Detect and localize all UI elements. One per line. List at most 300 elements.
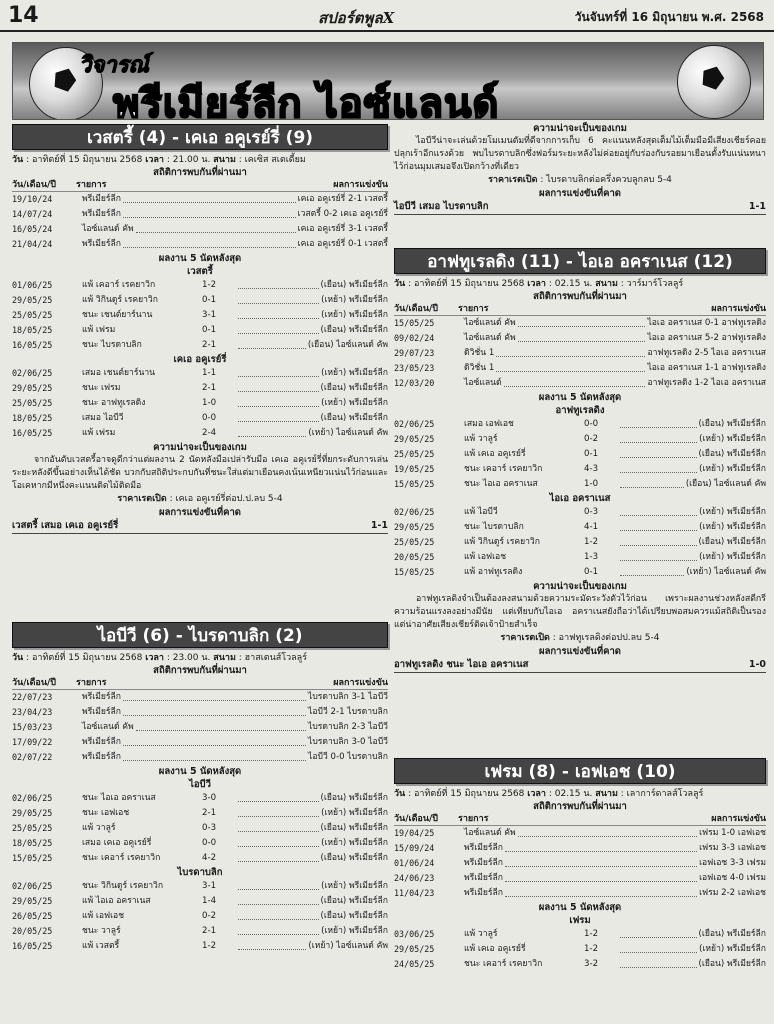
row-leader — [505, 886, 697, 897]
form-score: 4-2 — [202, 853, 217, 863]
row-result: เคเอ อคูเรย์รี่ 0-1 เวสตรี้ — [297, 239, 388, 249]
prediction-heading: ผลการแข่งขันที่คาด — [539, 188, 621, 199]
form-row — [394, 432, 766, 447]
prediction-text: เวสตรี้ เสมอ เคเอ อคูเรย์รี่ — [12, 520, 119, 531]
row-comp: พรีเมียร์ลีก — [464, 873, 504, 883]
row-comp: พรีเมียร์ลีก — [464, 843, 504, 853]
form-date: 19/05/25 — [394, 464, 435, 474]
col-date-label: วัน/เดือน/ปี — [12, 180, 56, 190]
form-opponent: แพ้ เคเอ อคูเรย์รี่ — [464, 944, 526, 954]
h2h-row — [12, 750, 388, 765]
form-date: 16/05/25 — [12, 428, 53, 438]
team-name: เคเอ อคูเรย์รี่ — [173, 354, 227, 365]
form-venue: (เยือน) พรีเมียร์ลีก — [698, 537, 766, 547]
day-label: วัน — [394, 789, 406, 799]
h2h-row — [394, 856, 766, 871]
day-label: วัน — [12, 653, 24, 663]
banner-kicker: วิจารณ์ — [79, 52, 149, 78]
col-date-label: วัน/เดือน/ปี — [394, 304, 438, 314]
odds-label: ราคาเรตเปิด — [488, 175, 538, 185]
form-venue: (เหย้า) พรีเมียร์ลีก — [321, 926, 388, 936]
col-date-label: วัน/เดือน/ปี — [394, 814, 438, 824]
venue-value: : ฮาสเตนส์โวลลูร์ — [238, 653, 308, 663]
form-date: 29/05/25 — [394, 944, 435, 954]
form-opponent: แพ้ ไอเอ อคราเนส — [82, 896, 151, 906]
match-header: เวสตรี้ (4) - เคเอ อคูเรย์รี่ (9) — [12, 124, 388, 150]
form-row — [394, 535, 766, 550]
form-score: 1-2 — [584, 944, 599, 954]
form-row — [12, 366, 388, 381]
row-comp: ดิวิชั่น 1 — [464, 363, 495, 373]
form-date: 25/05/25 — [12, 310, 53, 320]
form-row — [12, 879, 388, 894]
h2h-row — [394, 346, 766, 361]
form-venue: (เหย้า) ไอซ์แลนด์ คัพ — [308, 428, 388, 438]
form-leader — [620, 550, 697, 561]
form-venue: (เยือน) พรีเมียร์ลีก — [698, 419, 766, 429]
row-result: เอฟเอช 3-3 เฟรม — [699, 858, 766, 868]
form-date: 25/05/25 — [394, 537, 435, 547]
col-left — [12, 179, 106, 191]
col-result-label: ผลการแข่งขัน — [333, 180, 388, 190]
time-label: เวลา — [145, 653, 164, 663]
form-venue: (เหย้า) พรีเมียร์ลีก — [321, 295, 388, 305]
form-row — [12, 924, 388, 939]
row-result: ไบรดาบลิก 2-3 ไอบีวี — [308, 722, 388, 732]
row-comp: พรีเมียร์ลีก — [82, 194, 122, 204]
h2h-row — [12, 207, 388, 222]
form-leader — [238, 411, 319, 422]
row-date: 23/04/23 — [12, 707, 53, 717]
form-date: 25/05/25 — [12, 823, 53, 833]
form-row — [394, 477, 766, 492]
match-section — [394, 758, 766, 972]
form-venue: (เหย้า) พรีเมียร์ลีก — [321, 838, 388, 848]
row-date: 22/07/23 — [12, 692, 53, 702]
form-date: 29/05/25 — [394, 522, 435, 532]
form-row — [12, 308, 388, 323]
row-date: 14/07/24 — [12, 209, 53, 219]
row-date: 19/04/25 — [394, 828, 435, 838]
odds-line — [394, 632, 766, 645]
row-date: 15/05/25 — [394, 318, 435, 328]
form-opponent: ชนะ ไบรดาบลิก — [82, 340, 142, 350]
form-row — [12, 894, 388, 909]
form-score: 1-2 — [584, 929, 599, 939]
form-leader — [620, 942, 697, 953]
prediction-text: อาฟทูเรลดิง ชนะ ไอเอ อคราเนส — [394, 659, 529, 670]
row-comp: พรีเมียร์ลีก — [82, 209, 122, 219]
prediction-heading: ผลการแข่งขันที่คาด — [539, 646, 621, 657]
h2h-row — [12, 237, 388, 252]
form-date: 20/05/25 — [394, 552, 435, 562]
time-value: : 21.00 น. — [166, 155, 211, 165]
form-score: 1-4 — [202, 896, 217, 906]
chance-heading: ความน่าจะเป็นของเกม — [533, 581, 627, 592]
form-score: 2-4 — [202, 428, 217, 438]
form-row — [12, 939, 388, 954]
odds-line — [12, 493, 388, 506]
h2h-row — [12, 705, 388, 720]
form-date: 15/05/25 — [394, 567, 435, 577]
form-opponent: ชนะ เชนต์ยาร์นาน — [82, 310, 153, 320]
form-opponent: ชนะ เอฟเอช — [82, 808, 130, 818]
form-opponent: ชนะ วิกินดูร์ เรคยาวิก — [82, 881, 164, 891]
form-row — [394, 550, 766, 565]
form-row — [12, 278, 388, 293]
form-venue: (เหย้า) พรีเมียร์ลีก — [321, 881, 388, 891]
h2h-heading: สถิติการพบกันที่ผ่านมา — [533, 801, 627, 812]
form-venue: (เหย้า) พรีเมียร์ลีก — [321, 398, 388, 408]
row-comp: พรีเมียร์ลีก — [82, 239, 122, 249]
left-column — [12, 122, 388, 1024]
day-label: วัน — [394, 279, 406, 289]
time-value: : 23.00 น. — [166, 653, 211, 663]
row-leader — [518, 316, 646, 327]
col-comp-label: รายการ — [457, 304, 489, 314]
form-row — [394, 447, 766, 462]
form-score: 1-3 — [584, 552, 599, 562]
match-section-continued — [394, 122, 766, 215]
form-date: 18/05/25 — [12, 838, 53, 848]
row-date: 02/07/22 — [12, 752, 53, 762]
match-info — [394, 278, 766, 290]
form-venue: (เหย้า) พรีเมียร์ลีก — [699, 944, 766, 954]
form-venue: (เยือน) พรีเมียร์ลีก — [320, 383, 388, 393]
form-score: 4-1 — [584, 522, 599, 532]
row-result: ไอเอ อคราเนส 5-2 อาฟทูเรลดิง — [647, 333, 766, 343]
row-result: เคเอ อคูเรย์รี่ 3-1 เวสตรี้ — [297, 224, 388, 234]
date: : อาทิตย์ที่ 15 มิถุนายน 2568 — [408, 789, 525, 799]
col-date-label: วัน/เดือน/ปี — [12, 678, 56, 688]
row-result: ไอเอ อคราเนส 1-1 อาฟทูเรลดิง — [647, 363, 766, 373]
form-score: 3-0 — [202, 793, 217, 803]
h2h-row — [12, 735, 388, 750]
venue-label: สนาม — [595, 789, 618, 799]
row-leader — [504, 376, 646, 387]
form-score: 3-2 — [584, 959, 599, 969]
form-row — [12, 293, 388, 308]
odds-label: ราคาเรตเปิด — [117, 494, 167, 504]
col-result-label: ผลการแข่งขัน — [711, 814, 766, 824]
row-comp: พรีเมียร์ลีก — [82, 737, 122, 747]
date: : อาทิตย์ที่ 15 มิถุนายน 2568 — [408, 279, 525, 289]
form-opponent: ชนะ ไบรดาบลิก — [464, 522, 524, 532]
form-date: 18/05/25 — [12, 325, 53, 335]
form-venue: (เยือน) พรีเมียร์ลีก — [320, 793, 388, 803]
form-leader — [238, 851, 319, 862]
brand-logo: สปอร์ตพูลX — [318, 9, 395, 27]
form-venue: (เยือน) พรีเมียร์ลีก — [320, 853, 388, 863]
form-venue: (เยือน) พรีเมียร์ลีก — [698, 449, 766, 459]
match-section — [12, 622, 388, 954]
time-label: เวลา — [527, 279, 546, 289]
form-date: 29/05/25 — [12, 383, 53, 393]
form-row — [394, 505, 766, 520]
form-opponent: เสมอ เชนต์ยาร์นาน — [82, 368, 156, 378]
row-leader — [123, 705, 306, 716]
row-comp: ดิวิชั่น 1 — [464, 348, 495, 358]
form-row — [12, 806, 388, 821]
form-row — [12, 323, 388, 338]
h2h-row — [12, 222, 388, 237]
row-date: 19/10/24 — [12, 194, 53, 204]
form-leader — [238, 278, 319, 289]
row-comp: พรีเมียร์ลีก — [82, 752, 122, 762]
form-opponent: แพ้ วิกินดูร์ เรคยาวิก — [82, 295, 158, 305]
form-venue: (เยือน) พรีเมียร์ลีก — [320, 896, 388, 906]
prediction-heading: ผลการแข่งขันที่คาด — [159, 507, 241, 518]
form-score: 0-1 — [202, 295, 217, 305]
row-date: 17/09/22 — [12, 737, 53, 747]
row-date: 11/04/23 — [394, 888, 435, 898]
form-leader — [238, 821, 319, 832]
form-venue: (เยือน) พรีเมียร์ลีก — [320, 413, 388, 423]
form-date: 25/05/25 — [394, 449, 435, 459]
form-score: 3-1 — [202, 310, 217, 320]
time-value: : 02.15 น. — [548, 279, 593, 289]
form-venue: (เยือน) พรีเมียร์ลีก — [698, 959, 766, 969]
form-leader — [238, 293, 319, 304]
h2h-heading: สถิติการพบกันที่ผ่านมา — [153, 665, 247, 676]
form-row — [394, 417, 766, 432]
form-venue: (เหย้า) ไอซ์แลนด์ คัพ — [308, 941, 388, 951]
form-score: 4-3 — [584, 464, 599, 474]
form-opponent: แพ้ เคเอ อคูเรย์รี่ — [464, 449, 526, 459]
form-date: 16/05/25 — [12, 340, 53, 350]
form-venue: (เหย้า) พรีเมียร์ลีก — [321, 368, 388, 378]
row-result: ไอบีวี 2-1 ไบรดาบลิก — [308, 707, 388, 717]
h2h-row — [12, 720, 388, 735]
row-leader — [505, 871, 697, 882]
form-score: 2-1 — [202, 340, 217, 350]
form-venue: (เหย้า) พรีเมียร์ลีก — [321, 808, 388, 818]
issue-date: วันจันทร์ที่ 16 มิถุนายน พ.ศ. 2568 — [574, 10, 764, 24]
form-leader — [238, 323, 319, 334]
row-result: เฟรม 2-2 เอฟเอช — [699, 888, 766, 898]
h2h-row — [394, 826, 766, 841]
row-date: 24/06/23 — [394, 873, 435, 883]
form-leader — [238, 396, 319, 407]
form-leader — [620, 927, 697, 938]
h2h-table-header — [12, 179, 388, 192]
form-row — [12, 909, 388, 924]
prediction-line — [394, 200, 766, 215]
h2h-row — [394, 331, 766, 346]
h2h-table-header — [394, 303, 766, 316]
team-name: เฟรม — [569, 915, 591, 926]
venue-label: สนาม — [213, 653, 236, 663]
col-left — [12, 677, 106, 689]
form-opponent: แพ้ เอฟเอช — [82, 911, 125, 921]
form-venue: (เยือน) ไอซ์แลนด์ คัพ — [685, 479, 766, 489]
h2h-row — [394, 376, 766, 391]
row-comp: ไอซ์แลนด์ คัพ — [464, 318, 516, 328]
form-leader — [620, 477, 684, 488]
team-name: ไบรดาบลิก — [177, 867, 223, 878]
form-date: 29/05/25 — [12, 896, 53, 906]
row-leader — [136, 222, 296, 233]
form-leader — [620, 462, 697, 473]
form-leader — [620, 565, 684, 576]
row-date: 01/06/24 — [394, 858, 435, 868]
row-result: อาฟทูเรลดิง 2-5 ไอเอ อคราเนส — [647, 348, 766, 358]
form-score: 2-1 — [202, 926, 217, 936]
form-score: 0-0 — [202, 413, 217, 423]
form-opponent: แพ้ วิกินดูร์ เรคยาวิก — [464, 537, 540, 547]
form-leader — [238, 939, 306, 950]
form-date: 29/05/25 — [12, 808, 53, 818]
form-row — [394, 565, 766, 580]
row-leader — [123, 237, 296, 248]
prediction-score: 1-0 — [748, 659, 766, 670]
right-column — [394, 122, 766, 1024]
row-leader — [496, 361, 645, 372]
form-venue: (เหย้า) พรีเมียร์ลีก — [699, 522, 766, 532]
row-result: ไอเอ อคราเนส 0-1 อาฟทูเรลดิง — [647, 318, 766, 328]
form-venue: (เหย้า) พรีเมียร์ลีก — [321, 310, 388, 320]
prediction-text: ไอบีวี เสมอ ไบรดาบลิก — [394, 201, 489, 212]
form-score: 0-2 — [584, 434, 599, 444]
form-row — [12, 791, 388, 806]
form-date: 29/05/25 — [394, 434, 435, 444]
form-leader — [238, 879, 319, 890]
h2h-row — [394, 316, 766, 331]
form-opponent: แพ้ ไอบีวี — [464, 507, 498, 517]
date: : อาทิตย์ที่ 15 มิถุนายน 2568 — [26, 653, 143, 663]
form-leader — [238, 338, 306, 349]
form-opponent: ชนะ เคอาร์ เรคยาวิก — [82, 853, 161, 863]
banner-title: พรีเมียร์ลีก ไอซ์แลนด์ — [113, 81, 500, 120]
form-opponent: ชนะ วาลูร์ — [82, 926, 121, 936]
form-leader — [238, 308, 319, 319]
form-date: 24/05/25 — [394, 959, 435, 969]
row-comp: ไอซ์แลนด์ — [464, 378, 502, 388]
prediction-score: 1-1 — [370, 520, 388, 531]
row-leader — [136, 720, 306, 731]
row-result: ไบรดาบลิก 3-1 ไอบีวี — [308, 692, 388, 702]
chance-heading: ความน่าจะเป็นของเกม — [533, 123, 627, 134]
form-date: 25/05/25 — [12, 398, 53, 408]
row-leader — [518, 331, 646, 342]
match-header: เฟรม (8) - เอฟเอช (10) — [394, 758, 766, 784]
col-comp-label: รายการ — [457, 814, 489, 824]
prediction-score: 1-1 — [748, 201, 766, 212]
h2h-row — [394, 871, 766, 886]
form-opponent: ชนะ อาฟทูเรลดิง — [82, 398, 146, 408]
venue-label: สนาม — [595, 279, 618, 289]
row-leader — [123, 207, 296, 218]
form-score: 0-3 — [584, 507, 599, 517]
h2h-row — [394, 841, 766, 856]
form-score: 1-2 — [202, 941, 217, 951]
row-leader — [123, 750, 306, 761]
form-date: 02/06/25 — [394, 507, 435, 517]
form-opponent: แพ้ วาลูร์ — [464, 434, 498, 444]
form-venue: (เยือน) พรีเมียร์ลีก — [320, 325, 388, 335]
time-label: เวลา — [527, 789, 546, 799]
venue-value: : วาร์มาร์โวลลูร์ — [620, 279, 684, 289]
form-row — [12, 821, 388, 836]
page-header — [0, 0, 774, 32]
form-heading: ผลงาน 5 นัดหลังสุด — [538, 392, 622, 403]
row-date: 15/03/23 — [12, 722, 53, 732]
form-score: 3-1 — [202, 881, 217, 891]
form-date: 03/06/25 — [394, 929, 435, 939]
row-date: 21/04/24 — [12, 239, 53, 249]
h2h-row — [12, 192, 388, 207]
time-label: เวลา — [145, 155, 164, 165]
form-venue: (เยือน) พรีเมียร์ลีก — [320, 280, 388, 290]
form-row — [394, 462, 766, 477]
chance-heading: ความน่าจะเป็นของเกม — [153, 442, 247, 453]
form-opponent: เสมอ เอฟเอช — [464, 419, 514, 429]
row-comp: พรีเมียร์ลีก — [82, 707, 122, 717]
row-date: 12/03/20 — [394, 378, 435, 388]
form-leader — [238, 426, 306, 437]
title-banner — [12, 42, 764, 120]
row-comp: ไอซ์แลนด์ คัพ — [464, 333, 516, 343]
form-row — [12, 338, 388, 353]
date: : อาทิตย์ที่ 15 มิถุนายน 2568 — [26, 155, 143, 165]
match-header: ไอบีวี (6) - ไบรดาบลิก (2) — [12, 622, 388, 648]
chance-text: ไอบีวีน่าจะเล่นด้วยโมเมนตัมที่ดีจากการเก็บ 6 คะแนนหลังสุดเต็มไม้เต็มมือมีเสียงเชียร์คอยปลุกเร้าอีกแรงด้วย พบไบรดาบลิกซึ่งฟอร์มระยะหลังไม่ค่อยอยู่กับร่องกับรอยมาเยือนตั้งรับแน่นหนาไว้ก่อนมุมเสมอจึงเปิดกว้างที่เดียว — [394, 136, 766, 172]
row-date: 15/09/24 — [394, 843, 435, 853]
form-venue: (เหย้า) พรีเมียร์ลีก — [699, 507, 766, 517]
page-number: 14 — [8, 3, 39, 28]
h2h-heading: สถิติการพบกันที่ผ่านมา — [153, 167, 247, 178]
venue-label: สนาม — [213, 155, 236, 165]
h2h-row — [394, 361, 766, 376]
form-venue: (เหย้า) พรีเมียร์ลีก — [699, 464, 766, 474]
row-leader — [123, 690, 306, 701]
odds-value: : อาฟทูเรลดิงต่อปป.ลบ 5-4 — [552, 633, 660, 643]
form-venue: (เยือน) พรีเมียร์ลีก — [698, 929, 766, 939]
form-row — [394, 957, 766, 972]
form-date: 18/05/25 — [12, 413, 53, 423]
form-leader — [238, 791, 319, 802]
row-date: 23/05/23 — [394, 363, 435, 373]
row-leader — [505, 841, 697, 852]
prediction-line — [394, 658, 766, 673]
form-leader — [620, 535, 697, 546]
match-info — [12, 154, 388, 166]
match-info — [12, 652, 388, 664]
row-comp: พรีเมียร์ลีก — [82, 692, 122, 702]
form-date: 02/06/25 — [12, 793, 53, 803]
h2h-table-header — [394, 813, 766, 826]
col-result-label: ผลการแข่งขัน — [333, 678, 388, 688]
form-score: 0-2 — [202, 911, 217, 921]
row-result: เคเอ อคูเรย์รี่ 2-1 เวสตรี้ — [297, 194, 388, 204]
col-result-label: ผลการแข่งขัน — [711, 304, 766, 314]
form-opponent: แพ้ เฟรม — [82, 325, 116, 335]
row-comp: ไอซ์แลนด์ คัพ — [82, 224, 134, 234]
form-leader — [238, 836, 319, 847]
form-row — [12, 411, 388, 426]
h2h-row — [394, 886, 766, 901]
form-opponent: ชนะ เคอาร์ เรคยาวิก — [464, 464, 543, 474]
form-score: 0-1 — [584, 567, 599, 577]
form-opponent: แพ้ เวสตรี้ — [82, 941, 120, 951]
form-score: 1-2 — [584, 537, 599, 547]
form-date: 02/06/25 — [12, 881, 53, 891]
col-left — [394, 303, 488, 315]
form-opponent: ชนะ เฟรม — [82, 383, 121, 393]
form-score: 2-1 — [202, 808, 217, 818]
football-right-icon — [677, 45, 751, 119]
form-venue: (เหย้า) ไอซ์แลนด์ คัพ — [686, 567, 766, 577]
